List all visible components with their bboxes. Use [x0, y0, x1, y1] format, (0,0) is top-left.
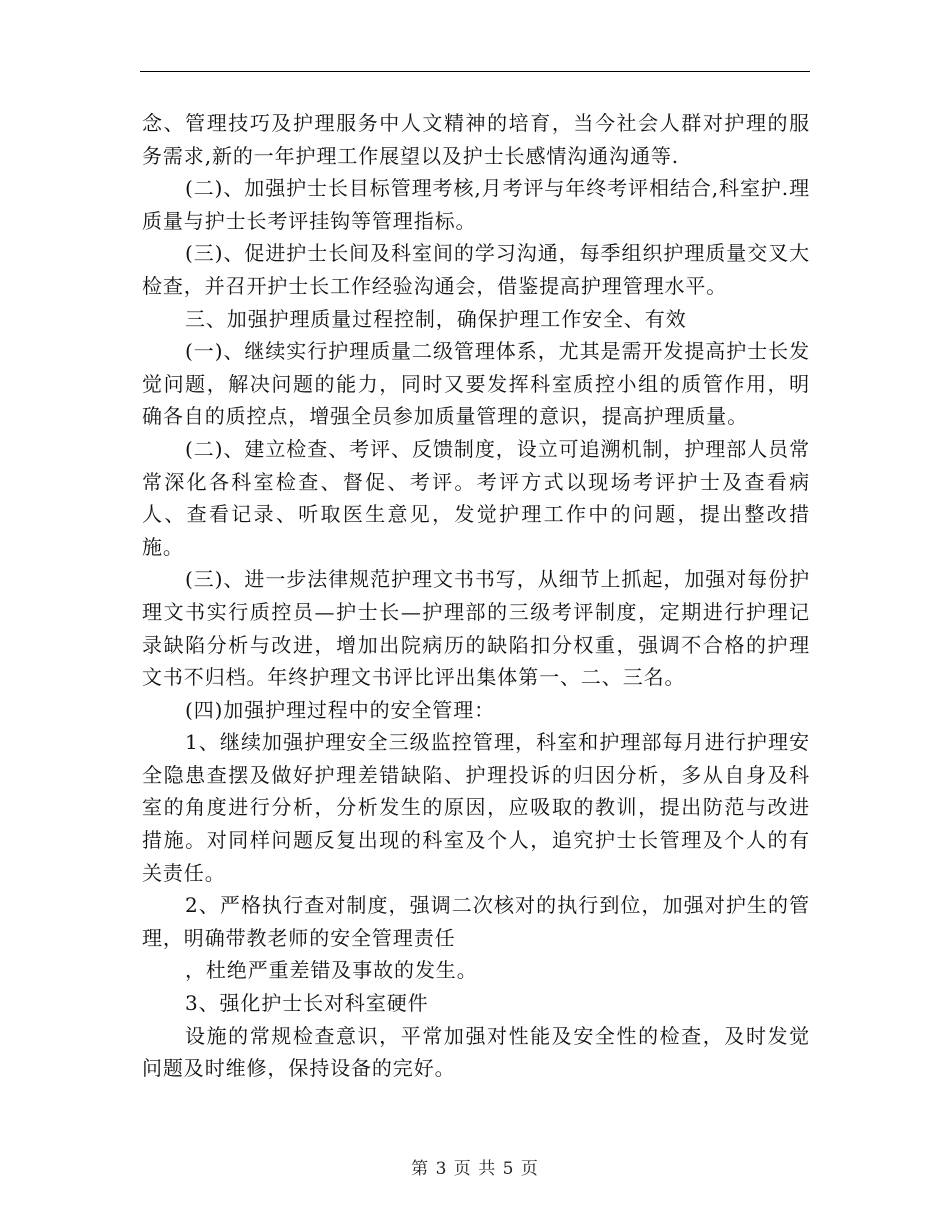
paragraph: (二)、加强护士长目标管理考核,月考评与年终考评相结合,科室护.理质量与护士长考评挂钩等管理指标。: [142, 176, 810, 233]
paragraph: 设施的常规检查意识，平常加强对性能及安全性的检查，及时发觉问题及时维修，保持设备的完好。: [142, 1023, 810, 1081]
paragraph: (三)、促进护士长间及科室间的学习沟通，每季组织护理质量交叉大检查，并召开护士长工作经验沟通会，借鉴提高护理管理水平。: [142, 241, 810, 298]
paragraph: ，杜绝严重差错及事故的发生。: [185, 958, 478, 983]
paragraph: 1、继续加强护理安全三级监控管理，科室和护理部每月进行护理安全隐患查摆及做好护理差错缺陷、护理投诉的归因分析，多从自身及科室的角度进行分析，分析发生的原因，应吸取的教训，提出防范与改进措施。对同样问题反复出现的科室及个人，追究护士长管理及个人的有关责任。: [142, 730, 810, 885]
paragraph: (二)、建立检查、考评、反馈制度，设立可追溯机制，护理部人员常常深化各科室检查、督促、考评。考评方式以现场考评护士及查看病人、查看记录、听取医生意见，发觉护理工作中的问题，提出整改措施。: [142, 436, 810, 559]
paragraph: (一)、继续实行护理质量二级管理体系，尤其是需开发提高护士长发觉问题，解决问题的能力，同时又要发挥科室质控小组的质管作用，明确各自的质控点，增强全员参加质量管理的意识，提高护理质量。: [142, 339, 810, 429]
paragraph: 念、管理技巧及护理服务中人文精神的培育，当今社会人群对护理的服务需求,新的一年护理工作展望以及护士长感情沟通沟通等.: [142, 111, 810, 168]
document-body: [142, 107, 810, 1085]
paragraph: 3、强化护士长对科室硬件: [185, 991, 429, 1016]
page-number-footer: 第 3 页 共 5 页: [411, 1159, 539, 1179]
paragraph: (四)加强护理过程中的安全管理：: [185, 697, 496, 722]
paragraph: (三)、进一步法律规范护理文书书写，从细节上抓起，加强对每份护理文书实行质控员—护士长—护理部的三级考评制度，定期进行护理记录缺陷分析与改进，增加出院病历的缺陷扣分权重，强调不合格的护理文书不归档。年终护理文书评比评出集体第一、二、三名。: [142, 567, 810, 690]
section-heading: 三、加强护理质量过程控制，确保护理工作安全、有效: [185, 306, 687, 331]
paragraph: 2、严格执行查对制度，强调二次核对的执行到位，加强对护生的管理，明确带教老师的安全管理责任: [142, 893, 810, 950]
header-rule: [140, 71, 810, 72]
